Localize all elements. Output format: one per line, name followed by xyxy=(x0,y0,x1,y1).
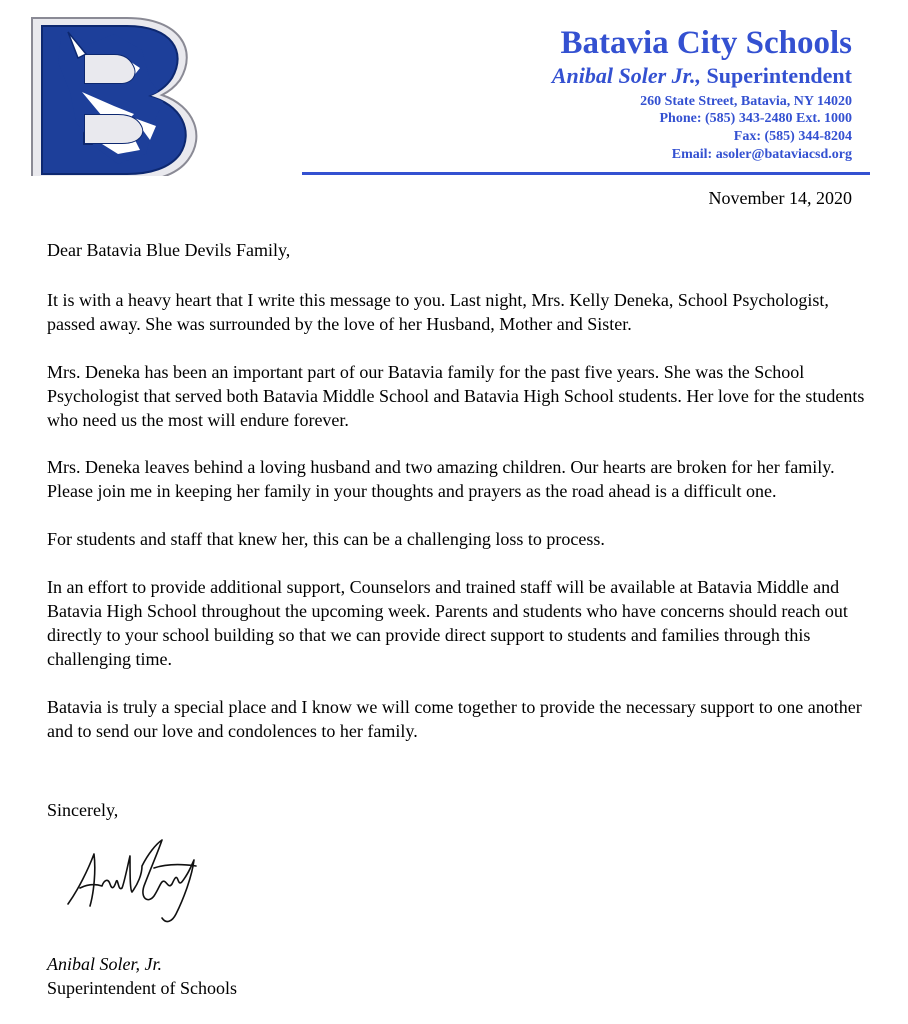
superintendent-name: Anibal Soler Jr., xyxy=(551,63,702,88)
body-paragraph: In an effort to provide additional support, Counselors and trained staff will be available at Batavia Middle and Batavia High School throughout the upcoming week. Parents and students who have concerns should reach out directly to your school building so that we can provide direct support to students and families through this challenging time. xyxy=(47,577,848,669)
signer-name: Anibal Soler, Jr. xyxy=(47,954,162,974)
body-paragraph: For students and staff that knew her, this can be a challenging loss to process. xyxy=(47,529,605,549)
body-paragraph: It is with a heavy heart that I write this message to you. Last night, Mrs. Kelly Deneka, School Psychologist, passed away. She was surrounded by the love of her Husband, Mother and Sister. xyxy=(47,290,829,334)
letter-body xyxy=(47,238,877,767)
superintendent-line xyxy=(552,63,852,89)
superintendent-role: Superintendent xyxy=(706,63,852,88)
email-address: Email: asoler@bataviacsd.org xyxy=(671,147,852,162)
body-paragraph: Mrs. Deneka has been an important part of our Batavia family for the past five years. She was the School Psychologist that served both Batavia Middle School and Batavia High School students. Her love for the students who need us the most will endure forever. xyxy=(47,362,865,430)
handwritten-signature xyxy=(58,834,208,926)
address: 260 State Street, Batavia, NY 14020 xyxy=(640,94,852,109)
letter-date: November 14, 2020 xyxy=(708,188,852,208)
phone-number: Phone: (585) 343-2480 Ext. 1000 xyxy=(659,111,852,126)
fax-number: Fax: (585) 344-8204 xyxy=(733,129,852,144)
closing: Sincerely, xyxy=(47,800,119,820)
signer-title: Superintendent of Schools xyxy=(47,978,237,998)
header-divider xyxy=(302,172,870,175)
greeting: Dear Batavia Blue Devils Family, xyxy=(47,240,291,260)
body-paragraph: Mrs. Deneka leaves behind a loving husband and two amazing children. Our hearts are broken for her family. Please join me in keeping her family in your thoughts and prayers as the road ahead is a difficult one. xyxy=(47,457,835,501)
blue-devils-logo xyxy=(22,14,202,176)
organization-name: Batavia City Schools xyxy=(560,25,852,61)
body-paragraph: Batavia is truly a special place and I know we will come together to provide the necessary support to one another and to send our love and condolences to her family. xyxy=(47,697,862,741)
